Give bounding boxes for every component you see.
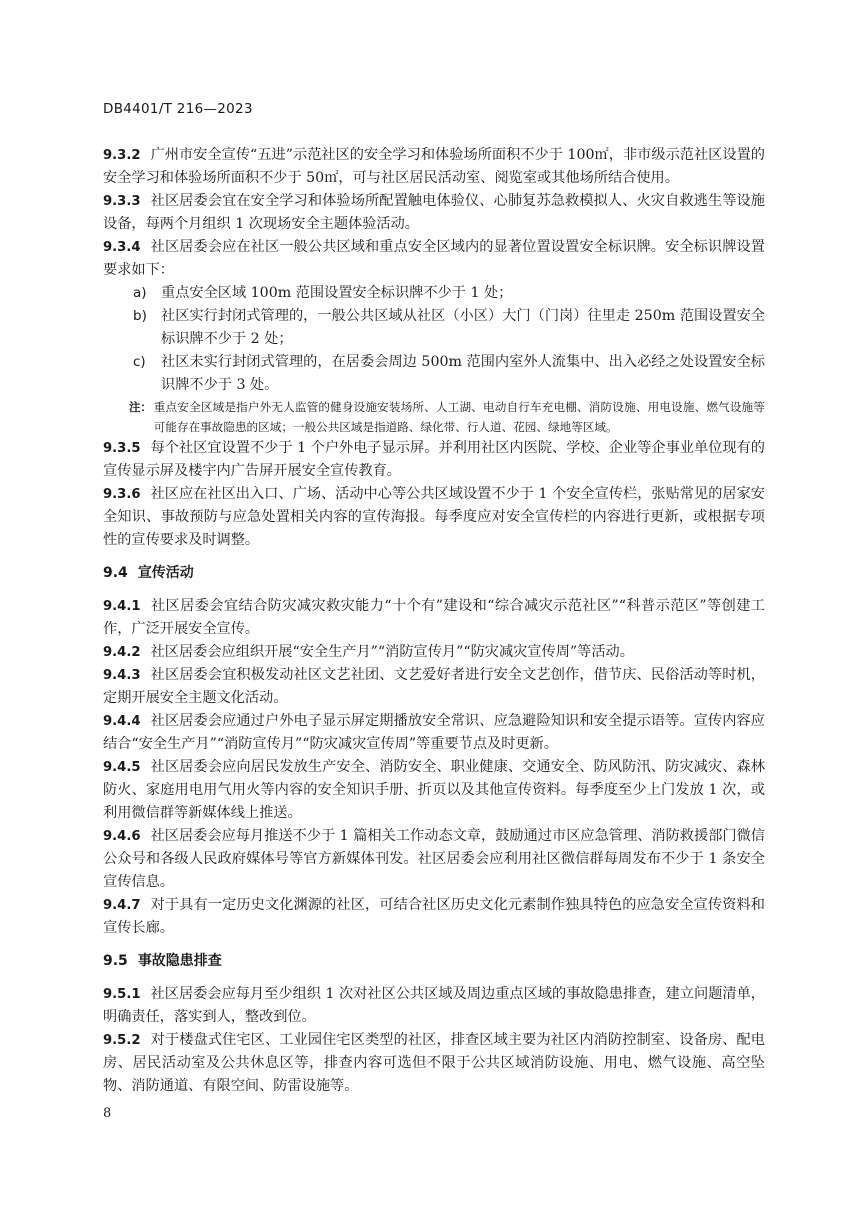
clause-paragraph: [103, 144, 765, 190]
document-body: [103, 144, 765, 1098]
list-item: [133, 351, 765, 397]
section-heading: [103, 562, 765, 585]
clause-paragraph: [103, 236, 765, 282]
clause-paragraph: [103, 664, 765, 710]
clause-number: 9.5.1: [103, 987, 141, 1002]
clause-text: 社区居委会应通过户外电子显示屏定期播放安全常识、应急避险知识和安全提示语等。宣传内容应结合“安全生产月”“消防宣传月”“防灾减灾宣传周”等重要节点及时更新。: [103, 713, 765, 752]
clause-number: 9.3.5: [103, 441, 141, 456]
clause-text: 每个社区宜设置不少于 1 个户外电子显示屏。并利用社区内医院、学校、企业等企事业单位现有的宣传显示屏及楼宇内广告屏开展安全宣传教育。: [103, 440, 765, 479]
clause-number: 9.3.4: [103, 240, 141, 255]
clause-paragraph: [103, 825, 765, 894]
section-number: 9.4: [103, 565, 128, 581]
clause-paragraph: [103, 756, 765, 825]
clause-text: 社区居委会应每月至少组织 1 次对社区公共区域及周边重点区域的事故隐患排查，建立问题清单，明确责任，落实到人，整改到位。: [103, 986, 765, 1025]
clause-paragraph: [103, 483, 765, 552]
clause-text: 对于楼盘式住宅区、工业园住宅区类型的社区，排查区域主要为社区内消防控制室、设备房、配电房、居民活动室及公共休息区等，排查内容可选但不限于公共区域消防设施、用电、燃气设施、高空坠物、消防通道、有限空间、防雷设施等。: [103, 1032, 765, 1094]
clause-paragraph: [103, 983, 765, 1029]
clause-paragraph: [103, 595, 765, 641]
clause-number: 9.4.2: [103, 645, 141, 660]
list-item-text: 社区实行封闭式管理的，一般公共区域从社区（小区）大门（门岗）往里走 250m 范围设置安全标识牌不少于 2 处；: [161, 308, 765, 347]
note-text: 重点安全区域是指户外无人监管的健身设施安装场所、人工湖、电动自行车充电棚、消防设施、用电设施、燃气设施等可能存在事故隐患的区域；一般公共区域是指道路、绿化带、行人道、花园、绿地等区域。: [153, 400, 765, 434]
list-item-text: 重点安全区域 100m 范围设置安全标识牌不少于 1 处；: [161, 285, 513, 301]
clause-number: 9.3.2: [103, 148, 141, 163]
note-label: 注：: [129, 400, 152, 414]
clause-text: 社区居委会应每月推送不少于 1 篇相关工作动态文章，鼓励通过市区应急管理、消防救援部门微信公众号和各级人民政府媒体号等官方新媒体刊发。社区居委会应利用社区微信群每周发布不少于 1 条安全宣传信息。: [103, 828, 765, 890]
clause-text: 广州市安全宣传“五进”示范社区的安全学习和体验场所面积不少于 100㎡，非市级示范社区设置的安全学习和体验场所面积不少于 50㎡，可与社区居民活动室、阅览室或其他场所结合使用。: [103, 147, 765, 186]
clause-number: 9.4.6: [103, 829, 141, 844]
section-title: 事故隐患排查: [137, 953, 222, 969]
clause-paragraph: [103, 1029, 765, 1098]
clause-text: 社区居委会应组织开展“安全生产月”“消防宣传月”“防灾减灾宣传周”等活动。: [150, 644, 634, 660]
list-item: [133, 282, 765, 305]
note: [129, 397, 765, 437]
page-number: 8: [103, 1106, 112, 1121]
clause-number: 9.4.3: [103, 668, 141, 683]
clause-number: 9.3.6: [103, 487, 141, 502]
document-code: DB4401/T 216—2023: [103, 101, 253, 117]
list-item-label: c): [133, 354, 146, 370]
clause-paragraph: [103, 894, 765, 940]
clause-text: 社区居委会宜结合防灾减灾救灾能力“十个有”建设和“综合减灾示范社区”“科普示范区”等创建工作，广泛开展安全宣传。: [103, 598, 765, 637]
clause-text: 社区居委会宜在安全学习和体验场所配置触电体验仪、心肺复苏急救模拟人、火灾自救逃生等设施设备，每两个月组织 1 次现场安全主题体验活动。: [103, 193, 765, 232]
section-heading: [103, 950, 765, 973]
clause-number: 9.4.5: [103, 760, 141, 775]
clause-text: 社区居委会宜积极发动社区文艺社团、文艺爱好者进行安全文艺创作，借节庆、民俗活动等时机，定期开展安全主题文化活动。: [103, 667, 765, 706]
clause-number: 9.3.3: [103, 194, 141, 209]
clause-number: 9.5.2: [103, 1033, 141, 1048]
clause-paragraph: [103, 437, 765, 483]
list-item-text: 社区未实行封闭式管理的，在居委会周边 500m 范围内室外人流集中、出入必经之处设置安全标识牌不少于 3 处。: [161, 354, 765, 393]
clause-text: 对于具有一定历史文化渊源的社区，可结合社区历史文化元素制作独具特色的应急安全宣传资料和宣传长廊。: [103, 897, 765, 936]
clause-paragraph: [103, 710, 765, 756]
clause-text: 社区应在社区出入口、广场、活动中心等公共区域设置不少于 1 个安全宣传栏，张贴常见的居家安全知识、事故预防与应急处置相关内容的宣传海报。每季度应对安全宣传栏的内容进行更新，或根据专项性的宣传要求及时调整。: [103, 486, 765, 548]
clause-text: 社区居委会应向居民发放生产安全、消防安全、职业健康、交通安全、防风防汛、防灾减灾、森林防火、家庭用电用气用火等内容的安全知识手册、折页以及其他宣传资料。每季度至少上门发放 1 次，或利用微信群等新媒体线上推送。: [103, 759, 765, 821]
clause-paragraph: [103, 641, 765, 664]
clause-number: 9.4.1: [103, 599, 141, 614]
clause-number: 9.4.7: [103, 898, 141, 913]
clause-text: 社区居委会应在社区一般公共区域和重点安全区域内的显著位置设置安全标识牌。安全标识牌设置要求如下：: [103, 239, 765, 278]
list-item-label: b): [133, 308, 147, 324]
clause-paragraph: [103, 190, 765, 236]
section-title: 宣传活动: [137, 565, 194, 581]
clause-number: 9.4.4: [103, 714, 141, 729]
section-number: 9.5: [103, 953, 128, 969]
list-item: [133, 305, 765, 351]
list-item-label: a): [133, 285, 147, 301]
